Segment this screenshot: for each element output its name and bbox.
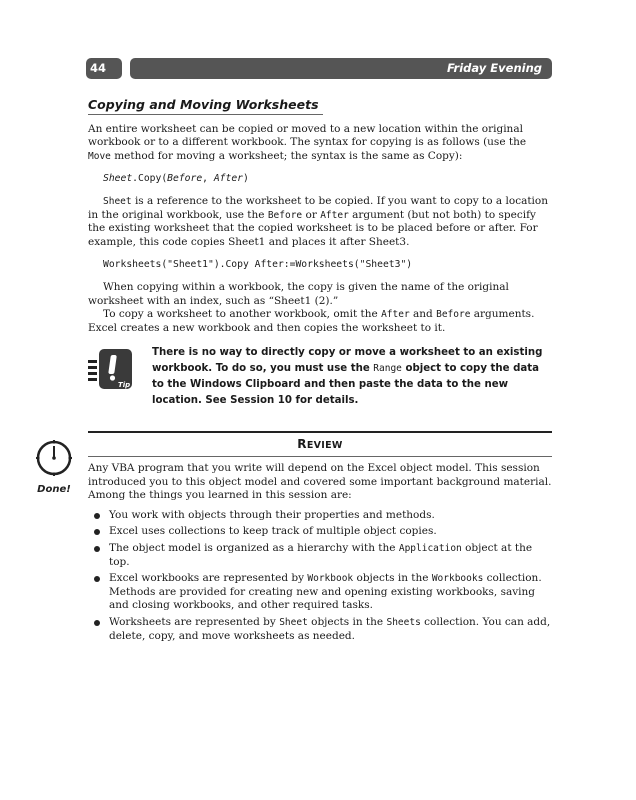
code-range: Range	[373, 363, 402, 375]
bullet-icon	[94, 620, 100, 626]
paragraph-copy-other: To copy a worksheet to another workbook, omit the After and Before arguments. Excel creates a new workbook and then copies the worksheet to it.	[88, 308, 535, 334]
tip-box: Tip There is no way to directly copy or move a worksheet to an existing workbook. To do so, you must use the Range object to copy the data to the Windows Clipboard and then paste the data to the new location. See Session 10 for details.	[88, 345, 552, 408]
tip-icon-label: Tip	[118, 381, 131, 390]
code-move: Move	[88, 150, 111, 162]
clock-icon	[34, 438, 74, 478]
section-title: Copying and Moving Worksheets	[88, 98, 323, 115]
done-marker	[30, 438, 78, 495]
list-item: Worksheets are represented by Sheet objects in the Sheets collection. You can add, delete, copy, and move worksheets as needed.	[88, 616, 552, 643]
bullet-icon	[94, 576, 100, 582]
list-item: You work with objects through their properties and methods.	[88, 509, 552, 523]
paragraph-copy-intro: An entire worksheet can be copied or moved to a new location within the original workbook or to a different workbook. The syntax for copying is as follows (use the Move method for moving a worksheet; the syntax is the same as Copy):	[88, 122, 527, 162]
tip-icon	[88, 347, 134, 391]
page-number: 44	[86, 58, 122, 79]
bullet-icon	[94, 513, 100, 519]
bullet-icon	[94, 529, 100, 535]
paragraph-copy-within: When copying within a workbook, the copy is given the name of the original worksheet with an index, such as “Sheet1 (2).”	[88, 280, 509, 307]
done-label: Done!	[37, 484, 71, 495]
page-header	[86, 58, 552, 79]
review-heading: REVIEW	[88, 431, 552, 453]
page-content	[88, 98, 552, 646]
running-title: Friday Evening	[130, 58, 552, 79]
list-item: The object model is organized as a hierarchy with the Application object at the top.	[88, 542, 552, 569]
code-copy-syntax: Sheet.Copy(Before, After)	[103, 173, 249, 185]
review-divider	[88, 456, 552, 457]
list-item: Excel uses collections to keep track of multiple object copies.	[88, 525, 552, 539]
review-bullet-list	[88, 509, 552, 643]
list-item: Excel workbooks are represented by Workbook objects in the Workbooks collection. Methods are provided for creating new and opening existing workbooks, saving and closing workbooks, and other required tasks.	[88, 572, 552, 613]
paragraph-sheet-reference: Sheet is a reference to the worksheet to be copied. If you want to copy to a location in the original workbook, use the Before or After argument (but not both) to specify the existing worksheet that the copied worksheet is to be placed before or after. For example, this code copies Sheet1 and places it after Sheet3.	[88, 194, 548, 248]
code-copy-example: Worksheets("Sheet1").Copy After:=Worksheets("Sheet3")	[103, 259, 413, 271]
review-intro: Any VBA program that you write will depend on the Excel object model. This session introduced you to this object model and covered some important background material. Among the things you learned in this session are:	[88, 462, 552, 502]
bullet-icon	[94, 546, 100, 552]
